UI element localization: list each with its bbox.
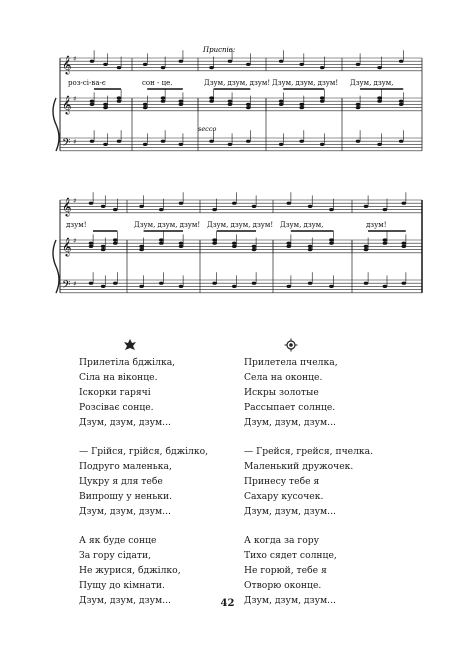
note-head [101, 245, 106, 248]
note-head [308, 248, 313, 251]
note-head [246, 63, 251, 66]
note-head [143, 106, 148, 109]
note-head [402, 242, 407, 245]
note-head [117, 96, 122, 99]
note-head [320, 143, 325, 146]
poem-line: За гору сідати, [79, 550, 152, 561]
stanza [244, 355, 373, 430]
lyric-text: роз-сі-ва-є [68, 79, 106, 87]
note-head [252, 245, 257, 248]
section-label: Приспів: [203, 46, 236, 54]
note-head [103, 143, 108, 146]
bass-clef-icon: 𝄢 [62, 137, 71, 152]
note-head [287, 242, 292, 245]
note-head [377, 100, 382, 103]
note-head [139, 285, 144, 288]
poem-line: Прилетіла бджілка, [79, 357, 176, 368]
note-head [101, 248, 106, 251]
note-head [287, 285, 292, 288]
lyric-text: Дзум, дзум, дзум! [272, 79, 339, 87]
note-head [299, 140, 304, 143]
poem-line: Дзум, дзум, дзум... [79, 506, 171, 517]
note-head [179, 143, 184, 146]
note-head [329, 238, 334, 241]
lyric-text: сон - це. [142, 79, 173, 87]
note-head [179, 100, 184, 103]
note-head [139, 245, 144, 248]
note-head [90, 60, 95, 63]
note-head [308, 282, 313, 285]
lyric-text: Дзум, дзум, [280, 221, 324, 229]
note-head [179, 245, 184, 248]
note-head [212, 242, 217, 245]
note-head [159, 242, 164, 245]
poem-line: А як буде сонце [79, 535, 157, 546]
note-head [299, 103, 304, 106]
note-head [90, 140, 95, 143]
note-head [103, 106, 108, 109]
poem-line: Дзум, дзум, дзум... [244, 506, 336, 517]
note-head [364, 282, 369, 285]
brace [53, 240, 59, 293]
note-head [113, 208, 118, 211]
sharp-icon: ♯ [73, 138, 77, 146]
note-head [228, 103, 233, 106]
note-head [252, 205, 257, 208]
stanza [79, 533, 208, 608]
poem-line: Принесу тебе я [244, 476, 320, 487]
poem-line: Дзум, дзум, дзум... [79, 595, 171, 606]
note-head [89, 282, 94, 285]
bass-clef-icon: 𝄢 [62, 279, 71, 294]
poem-line: Подруго маленька, [79, 461, 172, 472]
treble-clef-icon: 𝄞 [62, 237, 72, 256]
note-head [364, 248, 369, 251]
treble-clef-icon: 𝄞 [62, 55, 72, 74]
brace [53, 98, 59, 151]
note-head [232, 245, 237, 248]
poem-russian [244, 355, 373, 622]
note-head [320, 66, 325, 69]
note-head [320, 100, 325, 103]
poem-line: Тихо сядет солнце, [244, 550, 337, 561]
note-head [139, 205, 144, 208]
note-head [299, 106, 304, 109]
sharp-icon: ♯ [73, 280, 77, 288]
note-head [103, 63, 108, 66]
note-head [377, 66, 382, 69]
poem-line: — Грійся, грійся, бджілко, [79, 446, 209, 457]
note-head [377, 96, 382, 99]
poem-line: Випрошу у неньки. [79, 491, 173, 502]
poem-line: А когда за гору [244, 535, 320, 546]
flower-ornament-icon [123, 338, 137, 352]
note-head [113, 242, 118, 245]
treble-clef-icon: 𝄞 [62, 95, 72, 114]
poem-line: Рассыпает солнце. [244, 402, 336, 413]
poem-line: Дзум, дзум, дзум... [79, 417, 171, 428]
note-head [159, 238, 164, 241]
note-head [287, 202, 292, 205]
note-head [117, 100, 122, 103]
note-head [279, 103, 284, 106]
note-head [246, 103, 251, 106]
note-head [212, 238, 217, 241]
note-head [161, 66, 166, 69]
poem-line: Отворю оконце. [244, 580, 322, 591]
note-head [308, 245, 313, 248]
note-head [308, 205, 313, 208]
note-head [90, 100, 95, 103]
note-head [228, 60, 233, 63]
note-head [113, 238, 118, 241]
note-head [161, 96, 166, 99]
note-head [103, 103, 108, 106]
note-head [383, 208, 388, 211]
lyric-text: Дзум, дзум, [350, 79, 394, 87]
note-head [179, 60, 184, 63]
note-head [101, 205, 106, 208]
note-head [320, 96, 325, 99]
sharp-icon: ♯ [73, 55, 77, 63]
note-head [139, 248, 144, 251]
note-head [143, 143, 148, 146]
poem-line: Не журися, бджілко, [79, 565, 181, 576]
note-head [399, 60, 404, 63]
note-head [179, 242, 184, 245]
lyric-text: дзум! [366, 221, 387, 229]
note-head [228, 143, 233, 146]
note-head [383, 242, 388, 245]
poem-ukrainian [79, 355, 208, 622]
note-head [232, 202, 237, 205]
note-head [228, 100, 233, 103]
note-head [356, 140, 361, 143]
note-head [402, 282, 407, 285]
stanza [244, 444, 373, 519]
note-head [399, 140, 404, 143]
note-head [209, 100, 214, 103]
note-head [279, 100, 284, 103]
note-head [179, 202, 184, 205]
note-head [329, 285, 334, 288]
stanza [244, 533, 373, 608]
dynamic-marking: secco [198, 125, 217, 133]
poem-line: — Грейся, грейся, пчелка. [244, 446, 374, 457]
note-head [356, 63, 361, 66]
note-head [402, 245, 407, 248]
sun-ornament-icon [284, 338, 298, 352]
poem-line: Пущу до кімнати. [79, 580, 165, 591]
note-head [212, 208, 217, 211]
note-head [252, 248, 257, 251]
note-head [246, 106, 251, 109]
note-head [399, 100, 404, 103]
note-head [113, 282, 118, 285]
poem-line: Прилетела пчелка, [244, 357, 338, 368]
poem-line: Села на оконце. [244, 372, 323, 383]
lyric-text: Дзум, дзум, дзум! [207, 221, 274, 229]
lyric-text: Дзум, дзум, дзум! [134, 221, 201, 229]
note-head [246, 140, 251, 143]
note-head [329, 208, 334, 211]
note-head [383, 238, 388, 241]
note-head [89, 245, 94, 248]
note-head [329, 242, 334, 245]
poem-line: Искры золотые [244, 387, 319, 398]
sharp-icon: ♯ [73, 95, 77, 103]
note-head [232, 242, 237, 245]
note-head [179, 285, 184, 288]
note-head [402, 202, 407, 205]
poem-line: Іскорки гарячі [79, 387, 151, 398]
note-head [399, 103, 404, 106]
sharp-icon: ♯ [73, 237, 77, 245]
note-head [209, 96, 214, 99]
stanza [79, 444, 208, 519]
poem-line: Цукру я для тебе [79, 476, 163, 487]
stanza [79, 355, 208, 430]
note-head [161, 140, 166, 143]
poem-line: Не горюй, тебе я [244, 565, 327, 576]
note-head [356, 106, 361, 109]
poem-line: Маленький дружочек. [244, 461, 354, 472]
poem-line: Сіла на віконце. [79, 372, 158, 383]
note-head [143, 63, 148, 66]
note-head [232, 285, 237, 288]
sharp-icon: ♯ [73, 197, 77, 205]
note-head [299, 63, 304, 66]
note-head [90, 103, 95, 106]
poem-line: Розсіває сонце. [79, 402, 154, 413]
page-number: 42 [220, 598, 235, 609]
note-head [287, 245, 292, 248]
poem-line: Дзум, дзум, дзум... [244, 417, 336, 428]
lyric-text: дзум! [66, 221, 87, 229]
treble-clef-icon: 𝄞 [62, 197, 72, 216]
lyric-text: Дзум, дзум, дзум! [204, 79, 271, 87]
note-head [279, 143, 284, 146]
note-head [364, 205, 369, 208]
note-head [179, 103, 184, 106]
note-head [101, 285, 106, 288]
note-head [279, 60, 284, 63]
note-head [159, 282, 164, 285]
note-head [383, 285, 388, 288]
note-head [143, 103, 148, 106]
poem-line: Сахару кусочек. [244, 491, 324, 502]
note-head [117, 66, 122, 69]
note-head [252, 282, 257, 285]
note-head [364, 245, 369, 248]
note-head [161, 100, 166, 103]
note-head [377, 143, 382, 146]
poem-line: Дзум, дзум, дзум... [244, 595, 336, 606]
note-head [356, 103, 361, 106]
note-head [89, 242, 94, 245]
note-head [212, 282, 217, 285]
note-head [209, 140, 214, 143]
note-head [159, 208, 164, 211]
note-head [117, 140, 122, 143]
note-head [89, 202, 94, 205]
note-head [209, 66, 214, 69]
